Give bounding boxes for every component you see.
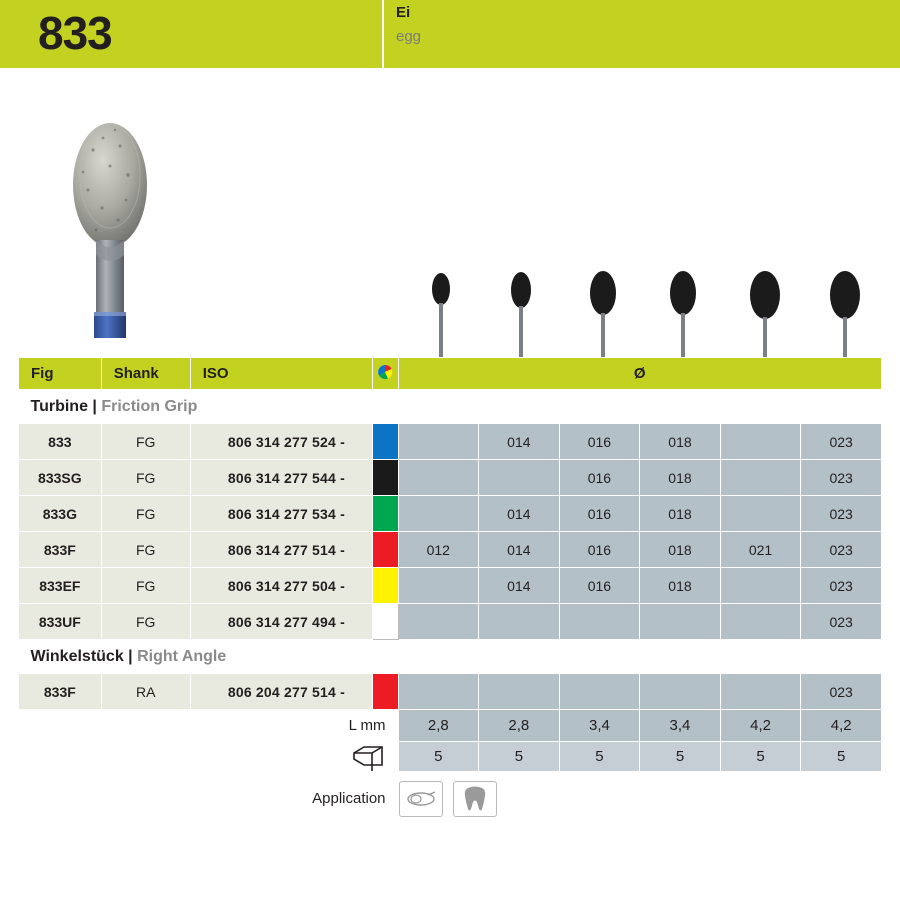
section-title xyxy=(19,390,882,424)
cell-diameter: 012 xyxy=(398,532,479,568)
table-row[interactable] xyxy=(19,496,882,532)
table-body xyxy=(19,358,882,826)
cell-length: 2,8 xyxy=(398,710,479,742)
cell-diameter xyxy=(720,604,801,640)
cell-fig: 833F xyxy=(19,532,102,568)
cell-diameter xyxy=(720,674,801,710)
column-header-iso: ISO xyxy=(190,358,372,390)
cell-diameter xyxy=(398,674,479,710)
cell-diameter xyxy=(479,604,560,640)
cell-diameter xyxy=(398,496,479,532)
section-header-row xyxy=(19,640,882,674)
cell-diameter xyxy=(479,674,560,710)
column-header-shank: Shank xyxy=(101,358,190,390)
application-icons xyxy=(398,772,881,826)
color-code-swatch xyxy=(373,604,398,640)
cell-shank: RA xyxy=(101,674,190,710)
cell-diameter xyxy=(559,674,640,710)
application-row xyxy=(19,772,882,826)
cell-length: 3,4 xyxy=(559,710,640,742)
instrument-name-english: egg xyxy=(396,28,422,45)
cell-fig: 833EF xyxy=(19,568,102,604)
color-code-swatch xyxy=(373,568,398,604)
color-code-swatch xyxy=(373,532,398,568)
cell-iso: 806 204 277 514 - xyxy=(190,674,372,710)
cell-iso: 806 314 277 494 - xyxy=(190,604,372,640)
length-row xyxy=(19,710,882,742)
cell-iso: 806 314 277 514 - xyxy=(190,532,372,568)
cell-shank: FG xyxy=(101,568,190,604)
cell-diameter: 014 xyxy=(479,424,560,460)
cell-quantity: 5 xyxy=(640,742,721,772)
column-header-diameter: Ø xyxy=(398,358,881,390)
section-title-main: Winkelstück | xyxy=(30,647,133,665)
cell-diameter xyxy=(479,460,560,496)
cell-diameter xyxy=(720,496,801,532)
cell-quantity: 5 xyxy=(720,742,801,772)
cell-diameter: 018 xyxy=(640,424,721,460)
cell-diameter: 018 xyxy=(640,496,721,532)
cell-iso: 806 314 277 544 - xyxy=(190,460,372,496)
cell-diameter: 014 xyxy=(479,532,560,568)
section-title-sub: Right Angle xyxy=(137,647,227,665)
page-title: 833 xyxy=(38,7,112,59)
cell-diameter: 021 xyxy=(720,532,801,568)
color-wheel-icon xyxy=(373,358,398,390)
cell-shank: FG xyxy=(101,532,190,568)
section-header-row xyxy=(19,390,882,424)
cell-diameter xyxy=(720,568,801,604)
cell-diameter: 023 xyxy=(801,674,882,710)
cell-fig: 833SG xyxy=(19,460,102,496)
illustration-area xyxy=(0,68,900,355)
cell-shank: FG xyxy=(101,424,190,460)
specification-table xyxy=(18,357,882,826)
box-icon xyxy=(19,742,399,772)
cell-diameter: 023 xyxy=(801,568,882,604)
cell-diameter: 018 xyxy=(640,460,721,496)
cell-diameter: 016 xyxy=(559,568,640,604)
cell-diameter xyxy=(559,604,640,640)
large-bur-image xyxy=(58,80,178,340)
contra-angle-icon xyxy=(399,781,443,817)
cell-diameter xyxy=(398,424,479,460)
cell-diameter: 023 xyxy=(801,604,882,640)
cell-diameter xyxy=(398,604,479,640)
cell-iso: 806 314 277 534 - xyxy=(190,496,372,532)
cell-diameter: 023 xyxy=(801,460,882,496)
tooth-icon xyxy=(453,781,497,817)
cell-quantity: 5 xyxy=(559,742,640,772)
table-row[interactable] xyxy=(19,674,882,710)
table-row[interactable] xyxy=(19,424,882,460)
cell-fig: 833F xyxy=(19,674,102,710)
cell-length: 3,4 xyxy=(640,710,721,742)
header-divider xyxy=(382,0,384,68)
cell-shank: FG xyxy=(101,496,190,532)
table-row[interactable] xyxy=(19,604,882,640)
cell-iso: 806 314 277 504 - xyxy=(190,568,372,604)
section-title-main: Turbine | xyxy=(30,397,97,415)
cell-diameter: 014 xyxy=(479,496,560,532)
cell-shank: FG xyxy=(101,604,190,640)
color-code-swatch xyxy=(373,460,398,496)
cell-diameter: 018 xyxy=(640,532,721,568)
color-code-swatch xyxy=(373,496,398,532)
cell-diameter: 016 xyxy=(559,424,640,460)
table-row[interactable] xyxy=(19,460,882,496)
table-header-row xyxy=(19,358,882,390)
section-title-sub: Friction Grip xyxy=(101,397,198,415)
cell-fig: 833G xyxy=(19,496,102,532)
cell-diameter xyxy=(640,674,721,710)
quantity-row xyxy=(19,742,882,772)
cell-length: 2,8 xyxy=(479,710,560,742)
column-header-fig: Fig xyxy=(19,358,102,390)
cell-diameter: 023 xyxy=(801,424,882,460)
cell-diameter: 016 xyxy=(559,460,640,496)
cell-diameter xyxy=(640,604,721,640)
cell-diameter: 014 xyxy=(479,568,560,604)
length-label: L mm xyxy=(19,710,399,742)
cell-quantity: 5 xyxy=(479,742,560,772)
cell-shank: FG xyxy=(101,460,190,496)
cell-diameter xyxy=(720,460,801,496)
cell-fig: 833UF xyxy=(19,604,102,640)
table xyxy=(18,357,882,826)
color-code-swatch xyxy=(373,424,398,460)
cell-diameter: 018 xyxy=(640,568,721,604)
page-header xyxy=(0,0,900,68)
cell-diameter xyxy=(398,460,479,496)
cell-diameter: 016 xyxy=(559,496,640,532)
section-title xyxy=(19,640,882,674)
cell-iso: 806 314 277 524 - xyxy=(190,424,372,460)
application-label: Application xyxy=(19,772,399,826)
cell-diameter xyxy=(720,424,801,460)
cell-length: 4,2 xyxy=(801,710,882,742)
cell-quantity: 5 xyxy=(801,742,882,772)
color-code-swatch xyxy=(373,674,398,710)
instrument-name: Ei xyxy=(396,4,411,21)
table-row[interactable] xyxy=(19,568,882,604)
cell-diameter: 016 xyxy=(559,532,640,568)
cell-quantity: 5 xyxy=(398,742,479,772)
cell-fig: 833 xyxy=(19,424,102,460)
cell-diameter: 023 xyxy=(801,532,882,568)
cell-diameter xyxy=(398,568,479,604)
cell-diameter: 023 xyxy=(801,496,882,532)
table-row[interactable] xyxy=(19,532,882,568)
cell-length: 4,2 xyxy=(720,710,801,742)
